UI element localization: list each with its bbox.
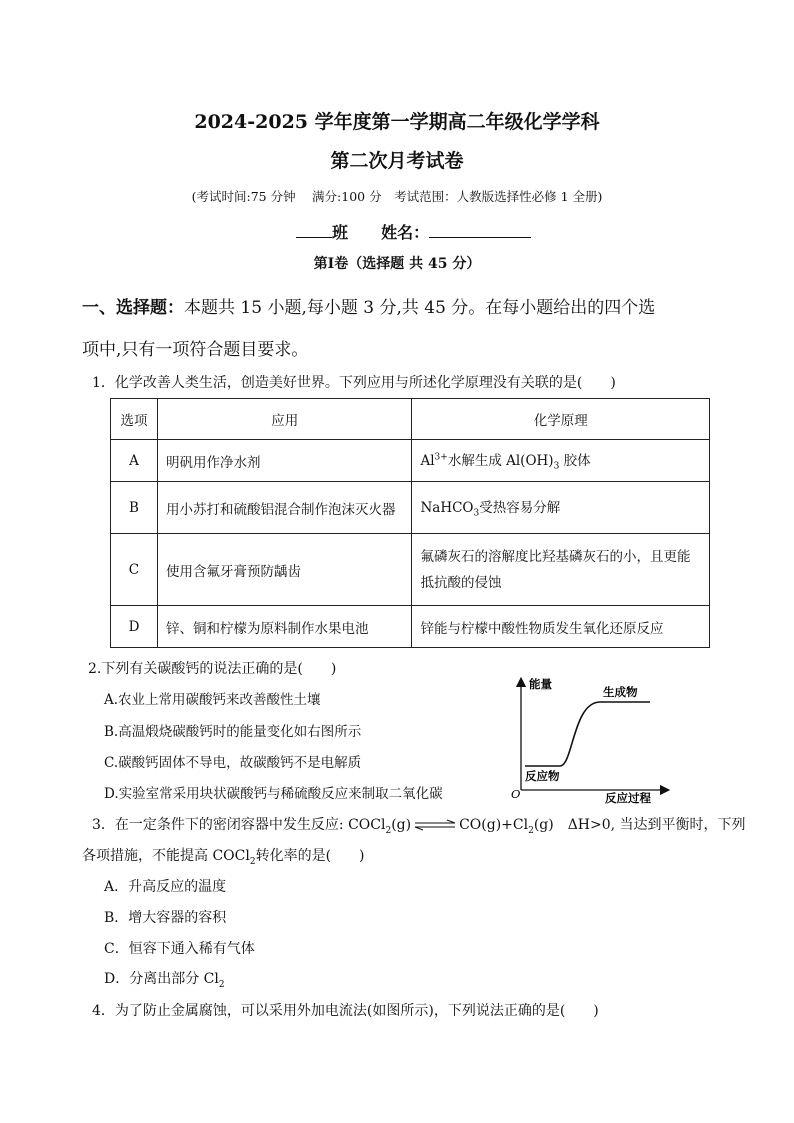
- q2-option-a: A.农业上常用碳酸钙来改善酸性土壤: [104, 692, 321, 708]
- q3-option-d-text: D．分离出部分 Cl: [104, 971, 219, 987]
- q1-header-application: 应用: [157, 399, 412, 440]
- q1-row-c-principle: [412, 534, 710, 606]
- q3-stem-line2-sub: 2: [249, 856, 256, 867]
- section1-heading: 一、选择题：: [82, 298, 184, 318]
- q3-stem-part1: 3．在一定条件下的密闭容器中发生反应: COCl: [92, 817, 386, 833]
- q1-table-header-row: [111, 399, 710, 440]
- q3-option-d: [104, 968, 225, 990]
- name-label: 姓名：: [381, 223, 430, 242]
- q1-table: [110, 398, 710, 648]
- title-line-1: 2024-2025 学年度第一学期高二年级化学学科: [194, 111, 600, 133]
- q3-stem-line2: [82, 845, 365, 867]
- class-blank[interactable]: [296, 221, 332, 238]
- q3-option-a: A．升高反应的温度: [104, 879, 227, 895]
- q2-stem: 2.下列有关碳酸钙的说法正确的是( ): [88, 661, 337, 677]
- name-blank[interactable]: [429, 221, 531, 238]
- title-line-2: 第二次月考试卷: [330, 150, 464, 172]
- q1-row-d-application: 锌、铜和柠檬为原料制作水果电池: [157, 606, 412, 648]
- q3-stem-line2-prefix: 各项措施，不能提高 COCl: [82, 848, 250, 864]
- q2-option-d: D.实验室常采用块状碳酸钙与稀硫酸反应来制取二氧化碳: [104, 786, 443, 802]
- q3-stem-part3: CO(g)+Cl: [459, 817, 529, 833]
- q1-row-b-application: 用小苏打和硫酸铝混合制作泡沫灭火器: [157, 482, 412, 534]
- q1-row-a-application: 明矾用作净水剂: [157, 440, 412, 482]
- table-row: [111, 606, 710, 648]
- q1-row-d-principle: 锌能与柠檬中酸性物质发生氧化还原反应: [412, 606, 710, 648]
- table-row: [111, 534, 710, 606]
- equilibrium-arrow-icon: [413, 819, 457, 831]
- reactant-label: 反应物: [525, 769, 560, 783]
- class-label: 班: [332, 223, 349, 242]
- q1-header-option: 选项: [111, 399, 158, 440]
- q3-stem-sub2: 2: [528, 825, 534, 836]
- q3-stem-line2-suffix: 转化率的是( ): [255, 848, 365, 864]
- q1-row-c-application: 使用含氟牙膏预防龋齿: [157, 534, 412, 606]
- q1-header-principle: 化学原理: [412, 399, 710, 440]
- q3-option-c: C．恒容下通入稀有气体: [104, 941, 255, 957]
- q3-stem-line1: [92, 814, 746, 836]
- q2-option-b: B.高温煅烧碳酸钙时的能量变化如右图所示: [104, 724, 362, 740]
- q1-row-a-principle: [412, 440, 710, 482]
- section1-intro-line2: 项中,只有一项符合题目要求。: [82, 340, 309, 360]
- q3-stem-sub1: 2: [385, 825, 392, 836]
- q1-row-b-principle-sub: 3: [473, 508, 480, 519]
- q1-row-b-principle-part: NaHCO: [420, 500, 474, 517]
- table-row: [111, 482, 710, 534]
- q1-row-a-principle-suffix: 胶体: [559, 453, 591, 470]
- q1-row-a-principle-sup: 3+: [434, 452, 448, 463]
- energy-curve: [525, 702, 650, 766]
- q3-stem-part4: (g) ΔH>0, 当达到平衡时，下列: [533, 817, 746, 833]
- q1-row-b-option: B: [111, 482, 158, 534]
- q1-row-d-option: D: [111, 606, 158, 648]
- table-row: [111, 440, 710, 482]
- q3-stem-part2: (g): [391, 817, 412, 833]
- q3-option-d-sub: 2: [218, 979, 225, 990]
- origin-label: O: [511, 787, 521, 801]
- x-axis-label: 反应过程: [605, 791, 651, 804]
- q1-row-a-principle-sub: 3: [553, 461, 560, 472]
- section1-intro-text1: 本题共 15 小题,每小题 3 分,共 45 分。在每小题给出的四个选: [184, 298, 656, 318]
- q1-row-a-option: A: [111, 440, 158, 482]
- q3-option-b: B．增大容器的容积: [104, 910, 227, 926]
- q1-row-c-option: C: [111, 534, 158, 606]
- exam-info: (考试时间:75 分钟 满分:100 分 考试范围：人教版选择性必修 1 全册): [191, 189, 603, 204]
- section1-intro-line1: [82, 293, 655, 318]
- q1-stem: 1．化学改善人类生活，创造美好世界。下列应用与所述化学原理没有关联的是( ): [92, 375, 616, 391]
- q2-option-c: C.碳酸钙固体不导电，故碳酸钙不是电解质: [104, 755, 362, 771]
- product-label: 生成物: [603, 685, 638, 699]
- energy-diagram: [505, 672, 675, 804]
- y-axis-label: 能量: [529, 677, 552, 691]
- section-title: 第Ⅰ卷（选择题 共 45 分）: [313, 256, 481, 272]
- q1-row-a-principle-part: Al: [420, 453, 435, 470]
- q1-row-a-principle-mid: 水解生成 Al(OH): [447, 453, 554, 470]
- q1-row-c-principle-line2: 抵抗酸的侵蚀: [420, 574, 502, 591]
- q4-stem: 4．为了防止金属腐蚀，可以采用外加电流法(如图所示)，下列说法正确的是( ): [92, 1003, 599, 1019]
- q1-row-c-principle-line1: 氟磷灰石的溶解度比羟基磷灰石的小，且更能: [420, 548, 691, 565]
- q1-row-b-principle: [412, 482, 710, 534]
- class-name-line: [296, 220, 531, 243]
- q1-row-b-principle-suffix: 受热容易分解: [479, 500, 561, 517]
